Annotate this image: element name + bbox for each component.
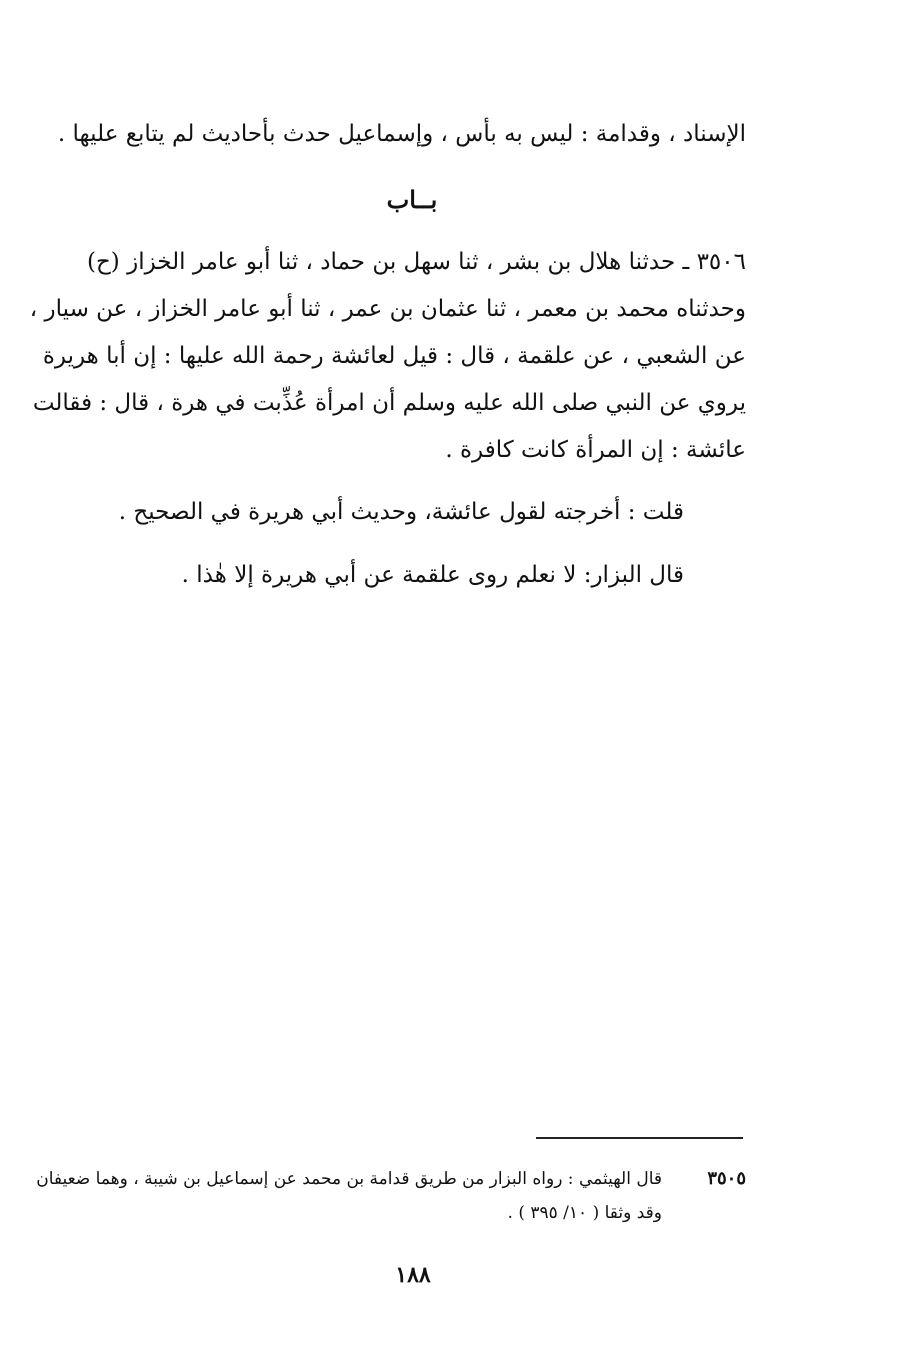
author-note: قلت : أخرجته لقول عائشة، وحديث أبي هريرة في الصحيح . (118, 499, 684, 525)
hadith-line: وحدثناه محمد بن معمر ، ثنا عثمان بن عمر ، ثنا أبو عامر الخزاز ، عن سيار ، (29, 296, 746, 322)
hadith-line: ٣٥٠٦ ـ حدثنا هلال بن بشر ، ثنا سهل بن حماد ، ثنا أبو عامر الخزاز (ح) (86, 249, 746, 275)
footnote-line: قال الهيثمي : رواه البزار من طريق قدامة بن محمد عن إسماعيل بن شيبة ، وهما ضعيفان (36, 1169, 662, 1189)
footnote-line: وقد وثقا ( ١٠/ ٣٩٥ ) . (507, 1203, 662, 1223)
hadith-line: عائشة : إن المرأة كانت كافرة . (445, 437, 746, 463)
hadith-line: يروي عن النبي صلى الله عليه وسلم أن امرأة عُذِّبت في هرة ، قال : فقالت (32, 390, 746, 416)
continuation-line: الإسناد ، وقدامة : ليس به بأس ، وإسماعيل حدث بأحاديث لم يتابع عليها . (57, 121, 746, 147)
page-number: ١٨٨ (395, 1262, 431, 1288)
footnote-divider (536, 1137, 743, 1139)
footnote-number: ٣٥٠٥ (707, 1168, 746, 1189)
hadith-line: عن الشعبي ، عن علقمة ، قال : قيل لعائشة رحمة الله عليها : إن أبا هريرة (42, 343, 746, 369)
bazzar-note: قال البزار: لا نعلم روى علقمة عن أبي هريرة إلا هٰذا . (181, 562, 684, 588)
section-heading: بــاب (386, 185, 438, 214)
